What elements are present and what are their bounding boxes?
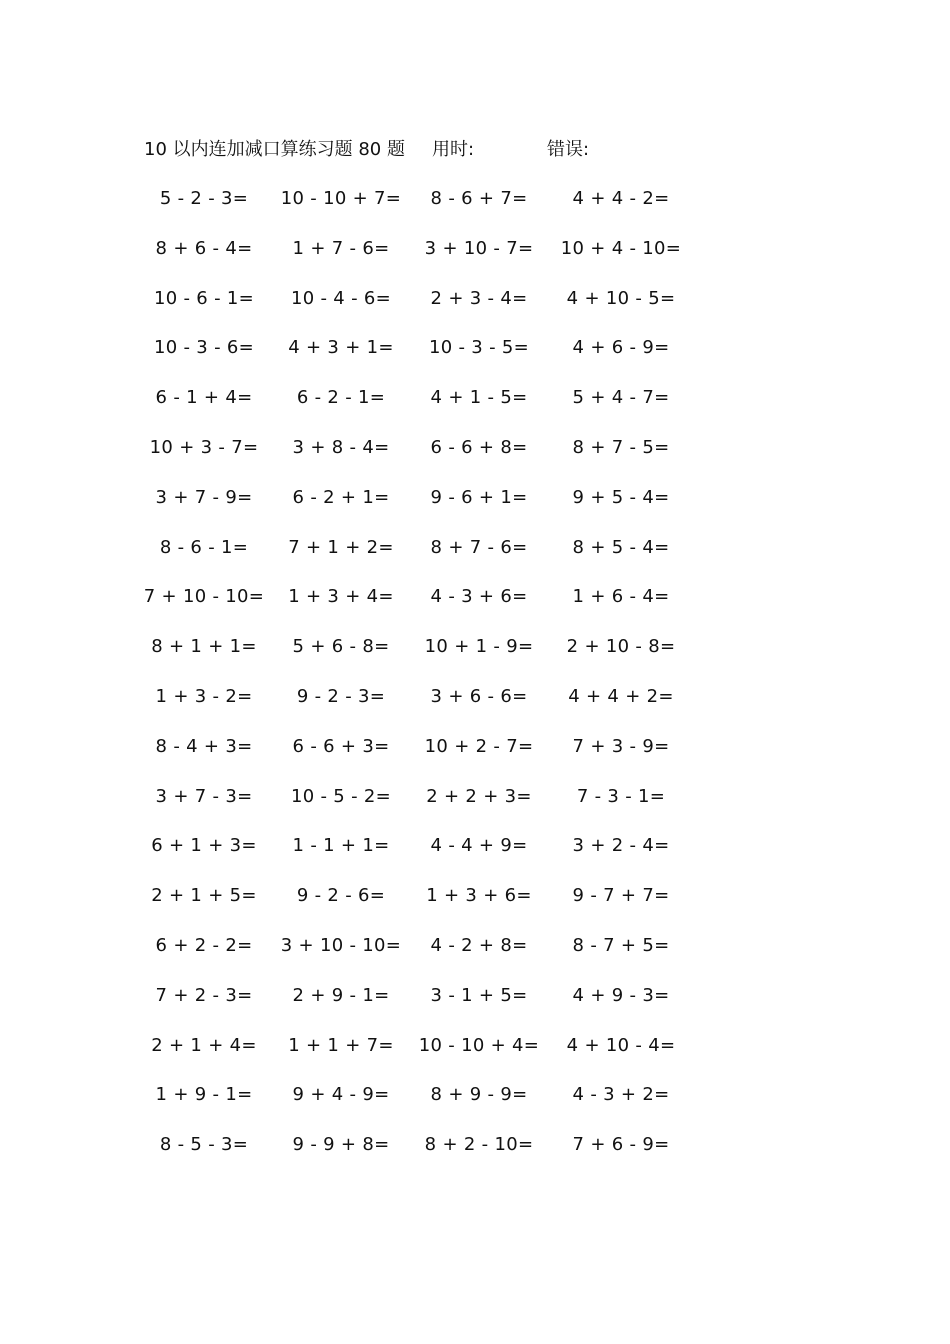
arithmetic-problem: 5 - 2 - 3= xyxy=(159,188,249,209)
problem-row xyxy=(0,1030,950,1080)
arithmetic-problem: 8 - 7 + 5= xyxy=(572,934,670,956)
worksheet-title: 10 以内连加减口算练习题 80 题 xyxy=(144,139,405,160)
arithmetic-problem: 4 - 3 + 6= xyxy=(430,586,528,608)
arithmetic-problem: 10 + 2 - 7= xyxy=(424,735,534,757)
arithmetic-problem: 9 - 9 + 8= xyxy=(292,1134,390,1156)
arithmetic-problem: 8 - 4 + 3= xyxy=(155,735,253,757)
problem-row xyxy=(0,283,950,333)
problem-row xyxy=(0,930,950,980)
arithmetic-problem: 8 - 5 - 3= xyxy=(159,1134,249,1156)
arithmetic-problem: 1 + 3 - 2= xyxy=(155,685,253,707)
arithmetic-problem: 10 - 10 + 4= xyxy=(418,1034,540,1056)
arithmetic-problem: 7 + 10 - 10= xyxy=(143,586,265,608)
arithmetic-problem: 4 - 4 + 9= xyxy=(430,835,528,857)
problem-row xyxy=(0,830,950,880)
arithmetic-problem: 7 + 2 - 3= xyxy=(155,984,253,1006)
arithmetic-problem: 10 - 4 - 6= xyxy=(290,287,392,309)
arithmetic-problem: 6 - 6 + 8= xyxy=(430,436,528,458)
arithmetic-problem: 10 + 3 - 7= xyxy=(149,436,259,458)
arithmetic-problem: 4 - 2 + 8= xyxy=(430,934,528,956)
arithmetic-problem: 1 + 7 - 6= xyxy=(292,237,390,259)
arithmetic-problem: 10 - 3 - 5= xyxy=(428,337,530,359)
arithmetic-problem: 2 + 10 - 8= xyxy=(566,636,676,658)
arithmetic-problem: 4 + 1 - 5= xyxy=(430,387,528,409)
arithmetic-problem: 9 - 7 + 7= xyxy=(572,885,670,907)
arithmetic-problem: 10 - 3 - 6= xyxy=(153,337,255,359)
arithmetic-problem: 1 + 3 + 6= xyxy=(426,885,532,907)
arithmetic-problem: 8 + 6 - 4= xyxy=(155,237,253,259)
arithmetic-problem: 4 + 3 + 1= xyxy=(288,337,394,359)
worksheet-header xyxy=(0,137,950,163)
arithmetic-problem: 9 - 2 - 6= xyxy=(296,885,386,907)
arithmetic-problem: 9 - 2 - 3= xyxy=(296,685,386,707)
problem-row xyxy=(0,332,950,382)
arithmetic-problem: 4 + 4 + 2= xyxy=(568,685,674,707)
arithmetic-problem: 6 - 2 - 1= xyxy=(296,387,386,409)
arithmetic-problem: 3 - 1 + 5= xyxy=(430,984,528,1006)
problem-row xyxy=(0,631,950,681)
problem-row xyxy=(0,681,950,731)
problem-row xyxy=(0,731,950,781)
arithmetic-problem: 8 + 9 - 9= xyxy=(430,1084,528,1106)
problem-row xyxy=(0,781,950,831)
arithmetic-problem: 1 + 1 + 7= xyxy=(288,1034,394,1056)
problem-row xyxy=(0,1079,950,1129)
arithmetic-problem: 10 - 10 + 7= xyxy=(280,188,402,209)
arithmetic-problem: 4 + 10 - 5= xyxy=(566,287,676,309)
arithmetic-problem: 7 + 1 + 2= xyxy=(288,536,394,558)
problem-row xyxy=(0,382,950,432)
problem-row xyxy=(0,581,950,631)
arithmetic-problem: 8 + 7 - 6= xyxy=(430,536,528,558)
arithmetic-problem: 3 + 10 - 10= xyxy=(280,934,402,956)
problem-row xyxy=(0,482,950,532)
problem-grid xyxy=(0,183,950,1179)
problem-row xyxy=(0,532,950,582)
arithmetic-problem: 1 - 1 + 1= xyxy=(292,835,390,857)
arithmetic-problem: 10 - 5 - 2= xyxy=(290,785,392,807)
arithmetic-problem: 1 + 6 - 4= xyxy=(572,586,670,608)
time-used-label: 用时: xyxy=(432,139,475,160)
arithmetic-problem: 3 + 10 - 7= xyxy=(424,237,534,259)
arithmetic-problem: 4 + 6 - 9= xyxy=(572,337,670,359)
arithmetic-problem: 2 + 3 - 4= xyxy=(430,287,528,309)
problem-row xyxy=(0,183,950,233)
arithmetic-problem: 4 + 10 - 4= xyxy=(566,1034,676,1056)
arithmetic-problem: 3 + 2 - 4= xyxy=(572,835,670,857)
arithmetic-problem: 5 + 4 - 7= xyxy=(572,387,670,409)
problem-row xyxy=(0,233,950,283)
arithmetic-problem: 7 - 3 - 1= xyxy=(576,785,666,807)
arithmetic-problem: 6 + 1 + 3= xyxy=(151,835,257,857)
arithmetic-problem: 6 - 2 + 1= xyxy=(292,486,390,508)
arithmetic-problem: 4 - 3 + 2= xyxy=(572,1084,670,1106)
arithmetic-problem: 3 + 7 - 3= xyxy=(155,785,253,807)
arithmetic-problem: 10 + 1 - 9= xyxy=(424,636,534,658)
arithmetic-problem: 6 - 6 + 3= xyxy=(292,735,390,757)
arithmetic-problem: 3 + 6 - 6= xyxy=(430,685,528,707)
arithmetic-problem: 9 + 4 - 9= xyxy=(292,1084,390,1106)
problem-row xyxy=(0,432,950,482)
problem-row xyxy=(0,980,950,1030)
arithmetic-problem: 8 - 6 - 1= xyxy=(159,536,249,558)
arithmetic-problem: 4 + 9 - 3= xyxy=(572,984,670,1006)
arithmetic-problem: 2 + 1 + 4= xyxy=(151,1034,257,1056)
problem-row xyxy=(0,1129,950,1179)
arithmetic-problem: 7 + 6 - 9= xyxy=(572,1134,670,1156)
errors-label: 错误: xyxy=(547,139,590,160)
arithmetic-problem: 8 + 1 + 1= xyxy=(151,636,257,658)
arithmetic-problem: 9 - 6 + 1= xyxy=(430,486,528,508)
arithmetic-problem: 8 + 7 - 5= xyxy=(572,436,670,458)
arithmetic-problem: 6 + 2 - 2= xyxy=(155,934,253,956)
arithmetic-problem: 8 + 5 - 4= xyxy=(572,536,670,558)
arithmetic-problem: 10 - 6 - 1= xyxy=(153,287,255,309)
arithmetic-problem: 6 - 1 + 4= xyxy=(155,387,253,409)
arithmetic-problem: 2 + 2 + 3= xyxy=(426,785,532,807)
arithmetic-problem: 2 + 1 + 5= xyxy=(151,885,257,907)
arithmetic-problem: 2 + 9 - 1= xyxy=(292,984,390,1006)
arithmetic-problem: 9 + 5 - 4= xyxy=(572,486,670,508)
arithmetic-problem: 1 + 9 - 1= xyxy=(155,1084,253,1106)
arithmetic-problem: 1 + 3 + 4= xyxy=(288,586,394,608)
arithmetic-problem: 8 - 6 + 7= xyxy=(430,188,528,209)
arithmetic-problem: 7 + 3 - 9= xyxy=(572,735,670,757)
arithmetic-problem: 5 + 6 - 8= xyxy=(292,636,390,658)
arithmetic-problem: 4 + 4 - 2= xyxy=(572,188,670,209)
arithmetic-problem: 3 + 7 - 9= xyxy=(155,486,253,508)
arithmetic-problem: 3 + 8 - 4= xyxy=(292,436,390,458)
arithmetic-problem: 10 + 4 - 10= xyxy=(560,237,682,259)
arithmetic-problem: 8 + 2 - 10= xyxy=(424,1134,534,1156)
problem-row xyxy=(0,880,950,930)
